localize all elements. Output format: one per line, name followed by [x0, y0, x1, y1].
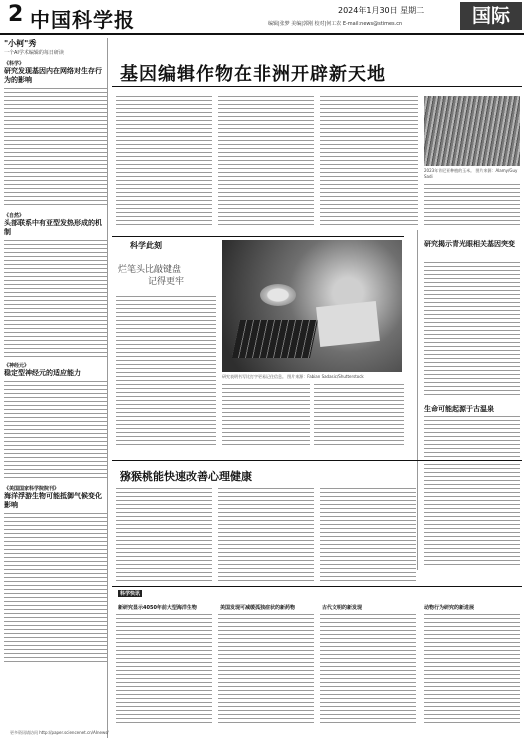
- column-title: "小柯"秀: [4, 39, 37, 48]
- article-column: [116, 296, 216, 446]
- brief-title: 生命可能起源于古温泉: [424, 405, 494, 413]
- brief-title: 古代文明的新发现: [322, 605, 363, 611]
- photo-caption: 研究表明书写比打字更易记住信息。 图片来源：Fabian Sadasic/Shutterstock: [222, 374, 364, 379]
- footnote-link[interactable]: 更多资讯请访问 http://paper.sciencenet.cn/AInews/: [10, 730, 109, 735]
- left-column: [4, 38, 107, 738]
- brief-title: 稳定型神经元的适应能力: [4, 369, 81, 377]
- article-column: [222, 384, 310, 446]
- brief-title: 美国发现可减缓孤独症状的新药物: [220, 605, 296, 611]
- body-text: [4, 88, 107, 208]
- article-headline-line2: 记得更牢: [148, 277, 185, 287]
- column-subtitle: 一个AI学术编辑的每日研读: [4, 50, 64, 56]
- brief-title: 研究揭示青光眼相关基因突变: [424, 240, 515, 248]
- article-column: [116, 96, 212, 228]
- brief-title: 海洋浮游生物可能抵御气候变化影响: [4, 492, 102, 509]
- brief-title: 头部联系中有亚型发热形成的机制: [4, 219, 102, 236]
- column-divider: [107, 38, 108, 738]
- section-label: 科学此刻: [130, 241, 162, 250]
- article-column: [116, 488, 212, 582]
- body-text: [4, 513, 107, 663]
- brief-title: 动物行为研究的新进展: [424, 605, 475, 611]
- article-column: [424, 416, 520, 566]
- coffee-cup-image: [260, 284, 296, 306]
- main-headline: 基因编辑作物在非洲开辟新天地: [120, 64, 386, 85]
- top-rule: [0, 33, 524, 35]
- section-rule: [112, 460, 522, 461]
- article-column: [424, 184, 520, 228]
- journal-tag: 《科学》: [4, 61, 25, 67]
- article-column: [218, 488, 314, 582]
- section-rule: [112, 236, 404, 237]
- section-rule: [112, 586, 522, 587]
- body-text: [4, 240, 107, 358]
- column-divider: [417, 230, 418, 570]
- page-number: 2: [8, 2, 24, 27]
- journal-tag: 《自然》: [4, 213, 25, 219]
- brief-title: 新研究显示4050年前大型海洋生物: [118, 605, 197, 611]
- article-column: [116, 614, 212, 724]
- article-column: [320, 488, 416, 582]
- article-column: [218, 614, 314, 724]
- keyboard-image: [232, 320, 318, 358]
- editor-contacts: 编辑|张梦 美编|郭刚 校对|何工农 E-mail:news@stimes.cn: [268, 21, 403, 27]
- photo-caption: 2023年肯尼亚种植的玉米。 图片来源：Alamy/Guy Sadi: [424, 168, 518, 179]
- notebook-image: [316, 301, 380, 347]
- journal-tag: 《美国国家科学院院刊》: [4, 486, 60, 492]
- article-column: [424, 262, 520, 398]
- section-label: 科学快讯: [120, 591, 141, 597]
- brief-title: 研究发现基因内在网络对生存行为的影响: [4, 67, 102, 84]
- body-text: [4, 381, 107, 481]
- headline-rule: [112, 86, 522, 87]
- article-column: [314, 384, 404, 446]
- section-tab: 国际: [460, 2, 522, 30]
- article-column: [320, 96, 418, 228]
- article-column: [320, 614, 416, 724]
- secondary-headline: 猕猴桃能快速改善心理健康: [120, 470, 252, 483]
- article-column: [218, 96, 314, 228]
- masthead: 中国科学报: [30, 8, 135, 32]
- article-headline: 烂笔头比敲键盘: [118, 265, 182, 275]
- cornfield-photo: [424, 96, 520, 166]
- issue-date: 2024年1月30日 星期二: [338, 6, 425, 15]
- article-column: [424, 614, 520, 724]
- journal-tag: 《神经元》: [4, 363, 30, 369]
